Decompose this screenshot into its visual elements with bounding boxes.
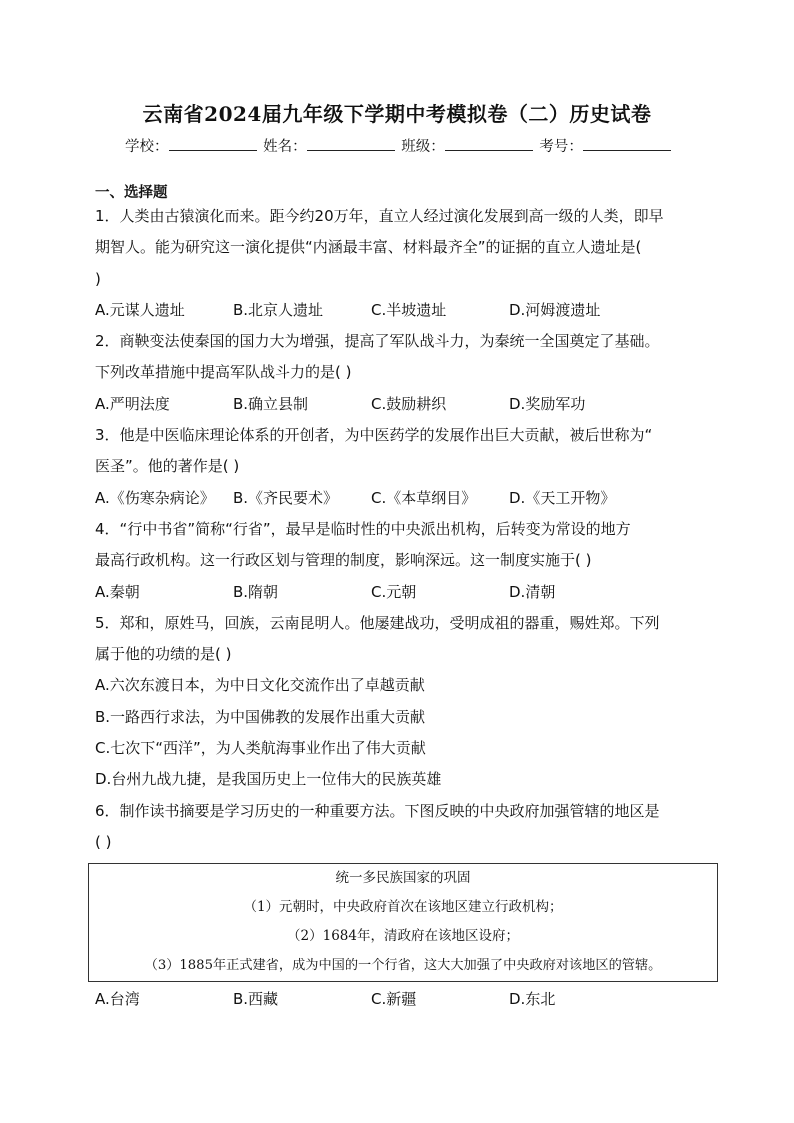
question-2 — [95, 326, 705, 420]
question-line: 最高行政机构。这一行政区划与管理的制度，影响深远。这一制度实施于( ) — [95, 551, 592, 570]
option-d[interactable]: D.台州九战九捷，是我国历史上一位伟大的民族英雄 — [95, 770, 442, 789]
box-line: （2）1684年，清政府在该地区设府； — [287, 928, 519, 945]
option-d[interactable]: D.东北 — [509, 990, 556, 1009]
option-a[interactable]: A.严明法度 — [95, 394, 170, 413]
student-info-line — [125, 135, 673, 156]
options-row — [95, 577, 705, 608]
school-blank[interactable] — [169, 138, 257, 151]
box-line: （3）1885年正式建省，成为中国的一个行省，这大大加强了中央政府对该地区的管辖。 — [144, 958, 662, 974]
class-label: 班级： — [401, 139, 445, 155]
questions-area — [95, 201, 705, 1016]
option-a[interactable]: A.《伤寒杂病论》 — [95, 488, 215, 507]
question-line: 5．郑和，原姓马，回族，云南昆明人。他屡建战功，受明成祖的器重，赐姓郑。下列 — [95, 613, 660, 632]
option-a[interactable]: A.六次东渡日本，为中日文化交流作出了卓越贡献 — [95, 676, 425, 695]
box-heading: 统一多民族国家的巩固 — [335, 870, 471, 887]
question-6 — [95, 796, 705, 1016]
question-4 — [95, 514, 705, 608]
option-b[interactable]: B.北京人遗址 — [233, 300, 324, 319]
option-d[interactable]: D.清朝 — [509, 582, 556, 601]
question-1 — [95, 201, 705, 326]
class-blank[interactable] — [445, 138, 533, 151]
options-row — [95, 295, 705, 326]
question-line: 医圣”。他的著作是( ) — [95, 457, 240, 476]
question-line: 2．商鞅变法使秦国的国力大为增强，提高了军队战斗力，为秦统一全国奠定了基础。 — [95, 332, 660, 351]
options-row — [95, 984, 705, 1015]
option-c[interactable]: C.新疆 — [371, 990, 417, 1009]
option-b[interactable]: B.隋朝 — [233, 582, 279, 601]
question-3 — [95, 420, 705, 514]
question-line: ( ) — [95, 832, 112, 851]
option-a[interactable]: A.台湾 — [95, 990, 140, 1009]
option-d[interactable]: D.河姆渡遗址 — [509, 300, 601, 319]
option-b[interactable]: B.《齐民要术》 — [233, 488, 339, 507]
question-line: 6．制作读书摘要是学习历史的一种重要方法。下图反映的中央政府加强管辖的地区是 — [95, 801, 660, 820]
option-c[interactable]: C.七次下“西洋”，为人类航海事业作出了伟大贡献 — [95, 739, 426, 758]
question-line: ) — [95, 269, 101, 288]
exam-number-blank[interactable] — [583, 138, 671, 151]
option-b[interactable]: B.确立县制 — [233, 394, 309, 413]
option-b[interactable]: B.西藏 — [233, 990, 279, 1009]
question-line: 1．人类由古猿演化而来。距今约20万年，直立人经过演化发展到高一级的人类，即早 — [95, 207, 664, 225]
question-line: 3．他是中医临床理论体系的开创者，为中医药学的发展作出巨大贡献，被后世称为“ — [95, 426, 653, 445]
school-label: 学校： — [125, 139, 169, 155]
option-c[interactable]: C.元朝 — [371, 582, 417, 601]
option-c[interactable]: C.半坡遗址 — [371, 300, 447, 319]
question-5 — [95, 608, 705, 796]
box-line: （1）元朝时，中央政府首次在该地区建立行政机构； — [243, 899, 563, 916]
question-line: 4．“行中书省”简称“行省”，最早是临时性的中央派出机构，后转变为常设的地方 — [95, 519, 631, 538]
exam-number-label: 考号： — [539, 139, 583, 155]
question-line: 属于他的功绩的是( ) — [95, 645, 232, 664]
page-title: 云南省2024届九年级下学期中考模拟卷（二）历史试卷 — [142, 102, 652, 126]
name-label: 姓名： — [263, 139, 307, 155]
option-b[interactable]: B.一路西行求法，为中国佛教的发展作出重大贡献 — [95, 707, 426, 726]
option-d[interactable]: D.《天工开物》 — [509, 488, 616, 507]
question-line: 下列改革措施中提高军队战斗力的是( ) — [95, 363, 352, 382]
options-row — [95, 483, 705, 514]
section-heading: 一、选择题 — [95, 185, 168, 201]
option-c[interactable]: C.鼓励耕织 — [371, 394, 447, 413]
option-c[interactable]: C.《本草纲目》 — [371, 488, 477, 507]
question-line: 期智人。能为研究这一演化提供“内涵最丰富、材料最齐全”的证据的直立人遗址是( — [95, 238, 642, 257]
name-blank[interactable] — [307, 138, 395, 151]
option-d[interactable]: D.奖励军功 — [509, 394, 586, 413]
option-a[interactable]: A.秦朝 — [95, 582, 140, 601]
options-row — [95, 389, 705, 420]
reading-summary-box — [88, 863, 718, 982]
option-a[interactable]: A.元谋人遗址 — [95, 300, 185, 319]
